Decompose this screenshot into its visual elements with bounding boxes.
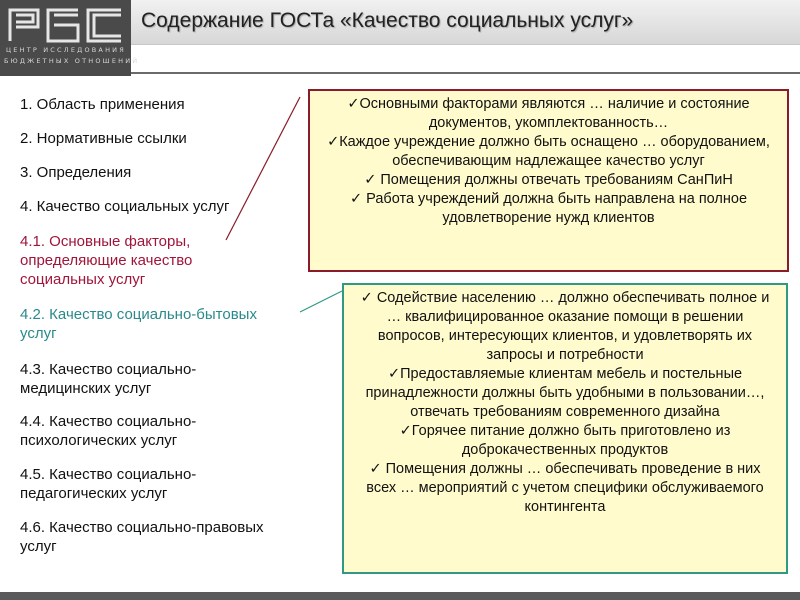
- toc-item-scope: 1. Область применения: [20, 96, 185, 113]
- household-bullet-1: [354, 289, 776, 365]
- check-icon: ✓: [369, 461, 382, 477]
- check-icon: ✓: [327, 134, 340, 150]
- factors-bullet-1: [318, 95, 779, 133]
- toc-item-household-line2: услуг: [20, 325, 57, 342]
- factors-bullet-2: [318, 133, 779, 171]
- check-icon: ✓: [399, 423, 412, 439]
- toc-item-household: [20, 305, 310, 343]
- toc-item-references: 2. Нормативные ссылки: [20, 130, 187, 147]
- check-icon: ✓: [349, 191, 363, 207]
- toc-item-household-line1: 4.2. Качество социально-бытовых: [20, 306, 257, 323]
- household-bullet-4: [354, 460, 776, 517]
- logo-subtitle-line1: ЦЕНТР ИССЛЕДОВАНИЯ: [6, 46, 126, 54]
- toc-item-legal: [20, 518, 310, 556]
- check-icon: ✓: [364, 172, 377, 188]
- factors-bullet-1-text: Основными факторами являются … наличие и состояние документов, укомплектованность…: [359, 96, 750, 131]
- footer-bar: [0, 592, 800, 600]
- household-box: [342, 283, 788, 574]
- household-bullet-4-text: Помещения должны … обеспечивать проведение в них всех … мероприятий с учетом специфики обслуживаемого контингента: [366, 461, 764, 515]
- toc-item-medical-line2: медицинских услуг: [20, 380, 152, 397]
- toc-item-definitions: 3. Определения: [20, 164, 132, 181]
- toc-item-psychological: [20, 412, 310, 450]
- toc-item-factors-line1: 4.1. Основные факторы,: [20, 233, 191, 250]
- toc-item-psychological-line1: 4.4. Качество социально-: [20, 413, 197, 430]
- toc-item-medical: [20, 360, 310, 398]
- household-bullet-2-text: Предоставляемые клиентам мебель и постельные принадлежности должны быть удобными в пользовании…, отвечать требованиям современного дизайна: [365, 366, 765, 420]
- factors-bullet-3-text: Помещения должны отвечать требованиям СанПиН: [380, 172, 733, 188]
- toc-item-legal-line2: услуг: [20, 538, 57, 555]
- household-bullet-3-text: Горячее питание должно быть приготовлено из доброкачественных продуктов: [411, 423, 731, 458]
- logo-subtitle-line2: БЮДЖЕТНЫХ ОТНОШЕНИЙ: [4, 57, 140, 65]
- toc-item-medical-line1: 4.3. Качество социально-: [20, 361, 197, 378]
- toc-item-pedagogical-line2: педагогических услуг: [20, 485, 168, 502]
- check-icon: ✓: [360, 290, 373, 306]
- check-icon: ✓: [347, 96, 360, 112]
- check-icon: ✓: [387, 366, 401, 382]
- factors-bullet-2-text: Каждое учреждение должно быть оснащено … оборудованием, обеспечивающим надлежащее качество услуг: [339, 134, 770, 169]
- toc-item-pedagogical-line1: 4.5. Качество социально-: [20, 466, 197, 483]
- toc-item-factors-line2: определяющие качество: [20, 252, 193, 269]
- household-bullet-1-text: Содействие населению … должно обеспечивать полное и … квалифицированное оказание помощи в решении вопросов, интересующих клиентов, и удовлетворять их запросы и потребности: [372, 290, 770, 363]
- toc-item-psychological-line2: психологических услуг: [20, 432, 178, 449]
- factors-bullet-3: [318, 171, 779, 190]
- toc-item-factors-line3: социальных услуг: [20, 271, 146, 288]
- factors-box: [308, 89, 789, 272]
- household-bullet-3: [354, 422, 776, 460]
- toc-item-factors: [20, 232, 310, 289]
- factors-bullet-4: [318, 190, 779, 228]
- toc-item-legal-line1: 4.6. Качество социально-правовых: [20, 519, 264, 536]
- page-title: Содержание ГОСТа «Качество социальных услуг»: [141, 9, 634, 32]
- household-bullet-2: [354, 365, 776, 422]
- toc-item-pedagogical: [20, 465, 310, 503]
- toc-item-quality: 4. Качество социальных услуг: [20, 198, 230, 215]
- factors-bullet-4-text: Работа учреждений должна быть направлена на полное удовлетворение нужд клиентов: [366, 191, 748, 226]
